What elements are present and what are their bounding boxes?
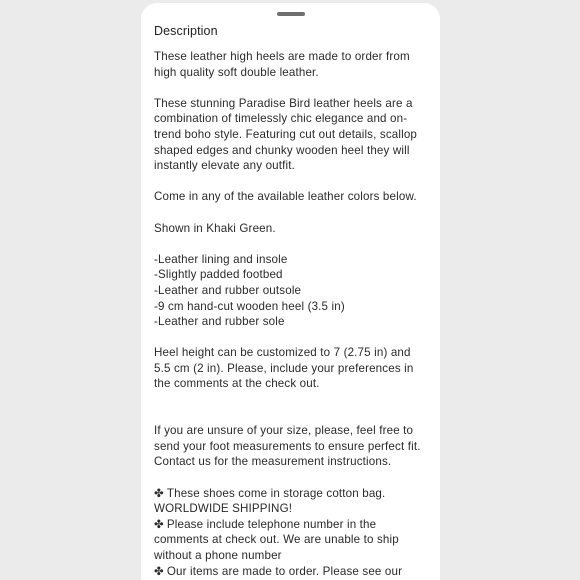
text-line: Shown in Khaki Green. [154,221,276,235]
clover-bullet-icon: ✤ [154,486,164,500]
clover-bullet-icon: ✤ [154,564,164,578]
note-line: WORLDWIDE SHIPPING! [154,502,293,516]
feature-item: -Leather and rubber sole [154,315,285,329]
feature-item: -Slightly padded footbed [154,268,283,282]
clover-bullet-icon: ✤ [154,517,164,531]
notes-list [154,486,432,580]
text-line: shaped edges and chunky wooden heel they will [154,143,410,157]
note-line [154,486,432,502]
text-line: instantly elevate any outfit. [154,159,295,173]
text-line: 5.5 cm (2 in). Please, include your preferences in [154,361,414,375]
colors-paragraph [154,189,432,205]
text-line: combination of timelessly chic elegance and on- [154,112,408,126]
story-paragraph [154,96,432,174]
intro-paragraph [154,49,432,80]
note-text: Our items are made to order. Please see our [166,564,403,578]
text-line: high quality soft double leather. [154,65,319,79]
note-text: These shoes come in storage cotton bag. [166,486,386,500]
text-line: If you are unsure of your size, please, feel free to [154,424,414,438]
text-line: Heel height can be customized to 7 (2.75 in) and [154,346,411,360]
features-list [154,252,432,330]
note-line: without a phone number [154,549,282,562]
text-line: These stunning Paradise Bird leather heels are a [154,96,413,110]
note-text: Please include telephone number in the [166,517,377,531]
note-line [154,517,432,533]
text-line: send your foot measurements to ensure perfect fit. [154,439,421,453]
text-line: trend boho style. Featuring cut out details, scallop [154,127,418,141]
text-line: the comments at the check out. [154,377,320,391]
note-line [154,564,432,580]
note-line: comments at check out. We are unable to ship [154,533,399,547]
feature-item: -9 cm hand-cut wooden heel (3.5 in) [154,299,345,313]
sheet-title: Description [154,24,218,38]
sheet-drag-handle[interactable] [277,12,305,16]
description-body [154,49,432,580]
feature-item: -Leather lining and insole [154,252,288,266]
size-help-paragraph [154,423,432,470]
shown-paragraph [154,221,432,237]
heel-custom-paragraph [154,345,432,392]
feature-item: -Leather and rubber outsole [154,283,302,297]
description-sheet[interactable] [141,3,440,580]
text-line: Contact us for the measurement instructions. [154,455,392,469]
text-line: These leather high heels are made to order from [154,50,410,63]
text-line: Come in any of the available leather colors below. [154,190,417,204]
